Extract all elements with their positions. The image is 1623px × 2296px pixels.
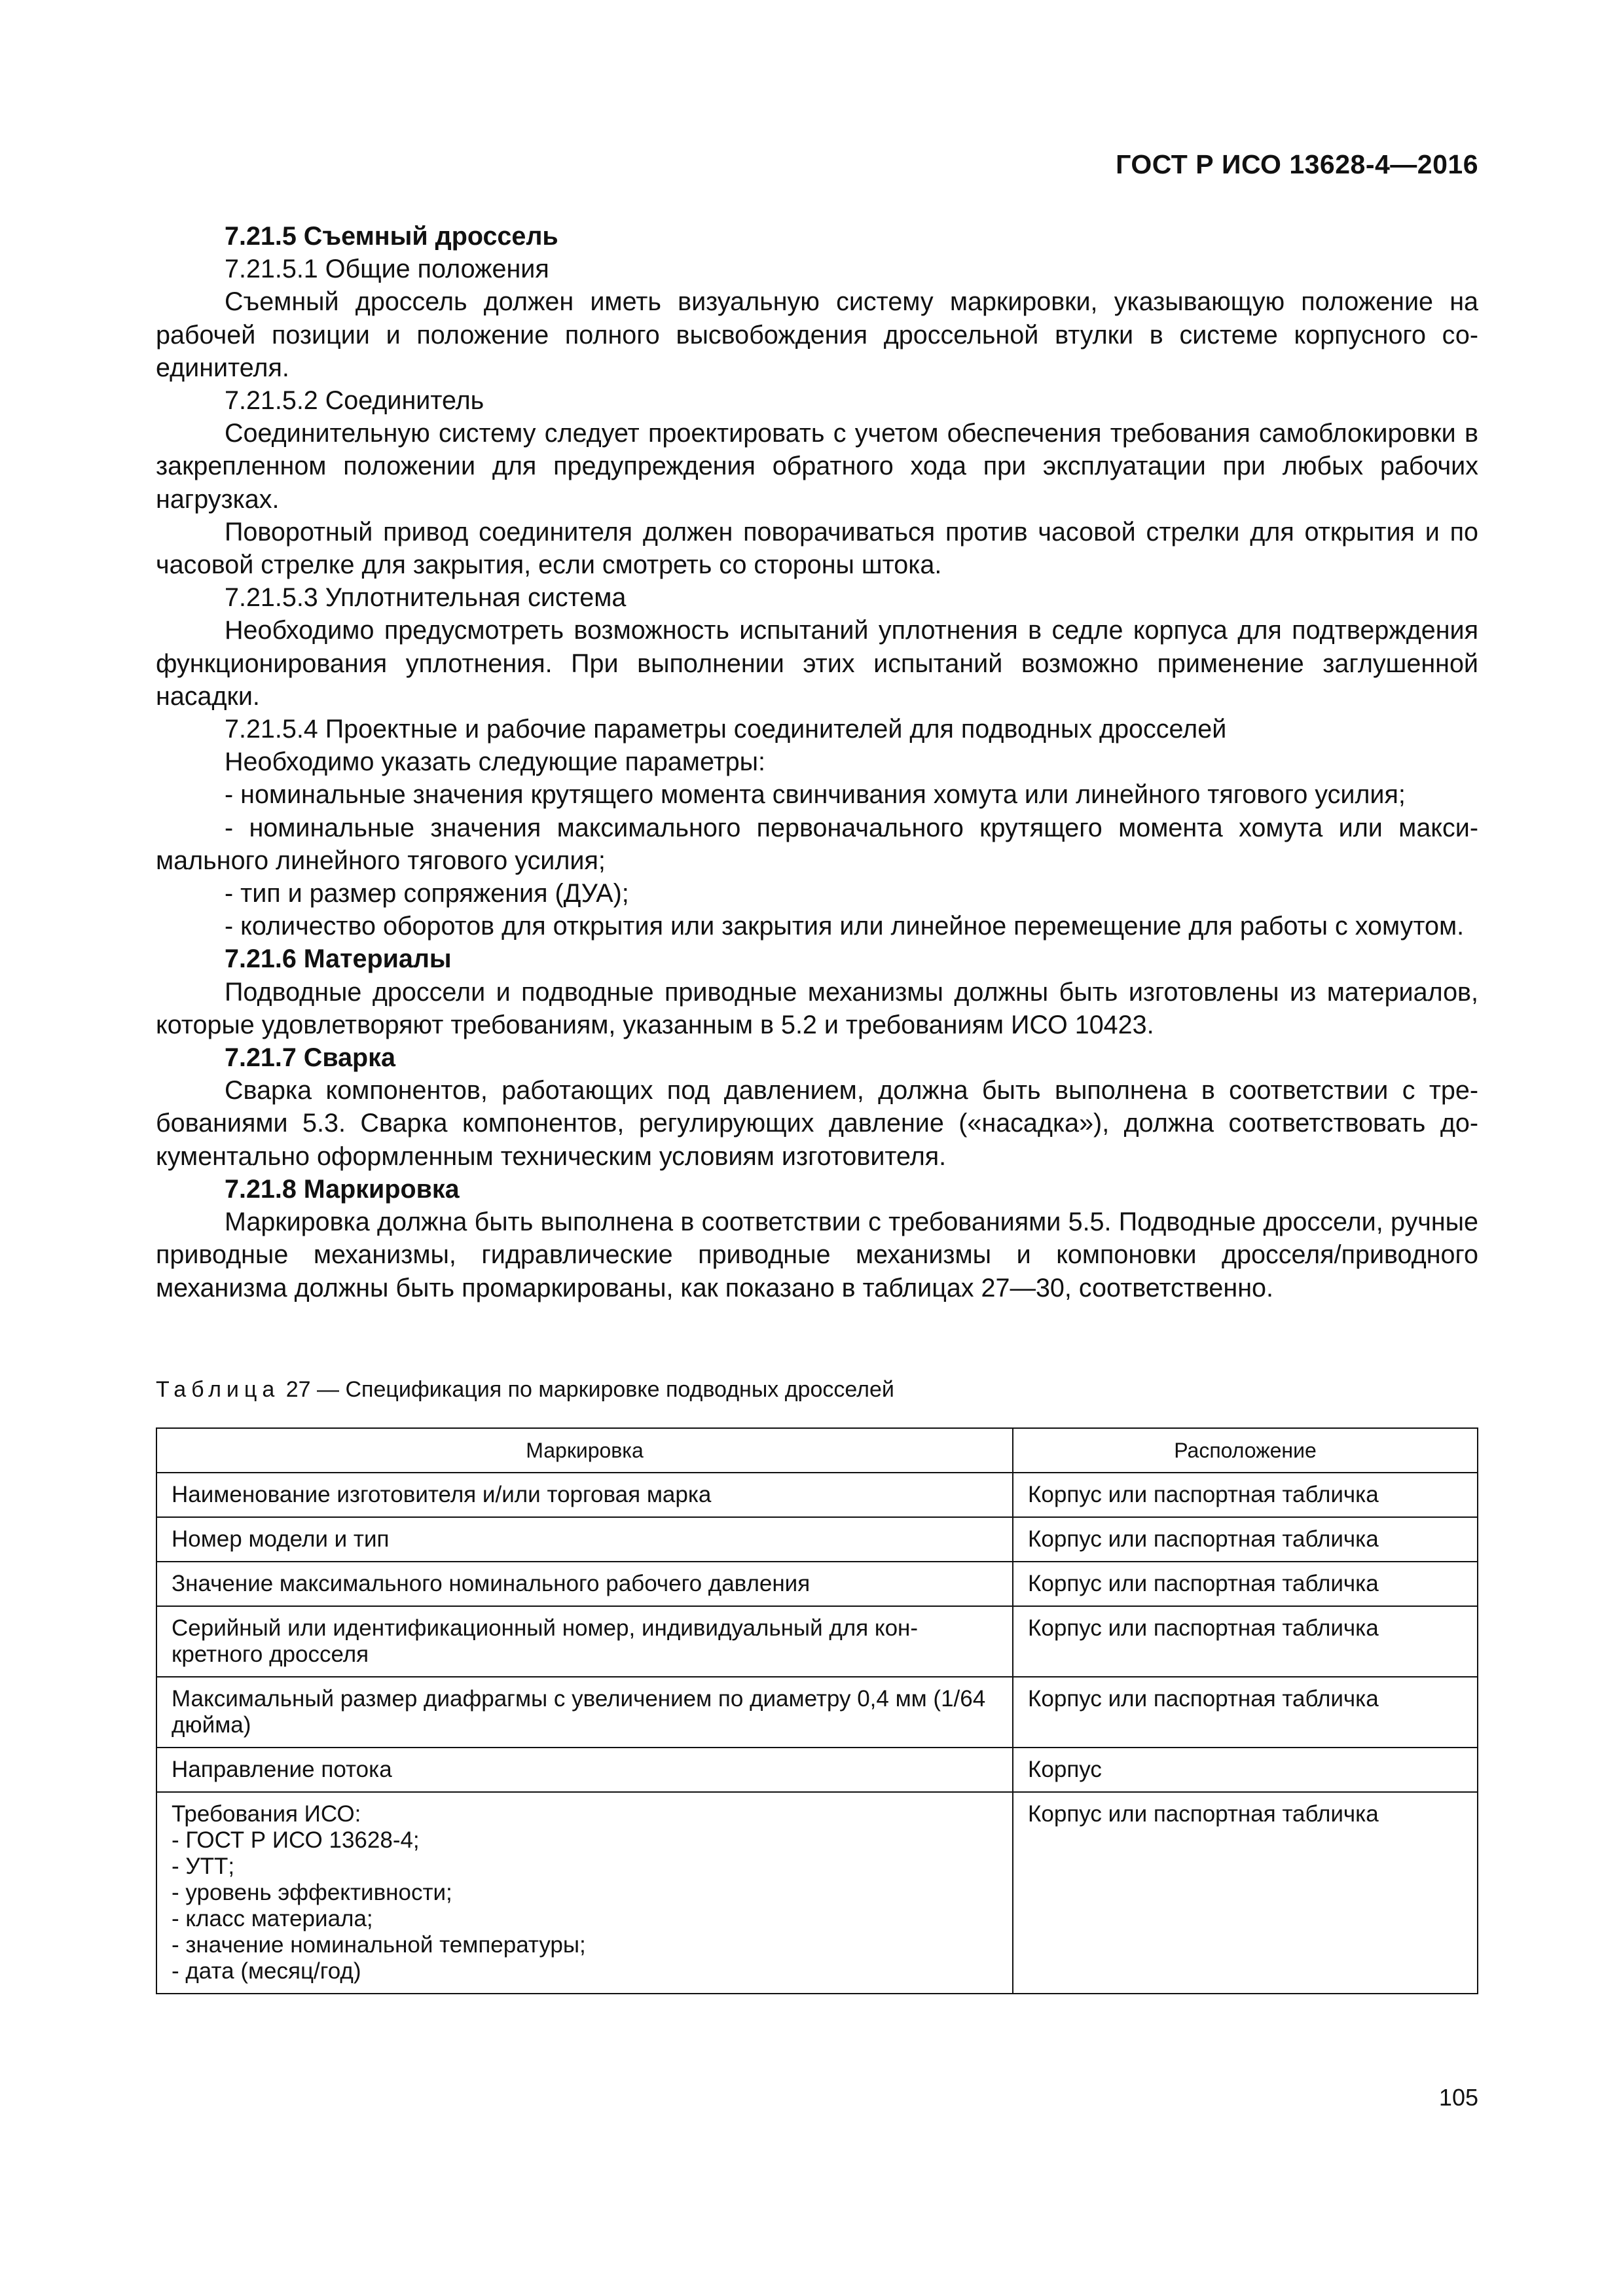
table-caption bbox=[156, 1377, 894, 1403]
table-row bbox=[156, 1473, 1478, 1517]
table-row bbox=[156, 1677, 1478, 1748]
location-cell: Корпус bbox=[1013, 1748, 1478, 1792]
marking-cell bbox=[156, 1562, 1013, 1606]
table-row bbox=[156, 1748, 1478, 1792]
marking-spec-table bbox=[156, 1427, 1478, 1994]
marking-line: - ГОСТ Р ИСО 13628-4; bbox=[172, 1827, 420, 1853]
document-page bbox=[156, 0, 1478, 2296]
paragraph: Съемный дроссель должен иметь визуальную систему маркировки, указывающую положение на рабочей позиции и положение полного высвобождения дроссельной втулки в системе корпусного соединителя. bbox=[156, 287, 1478, 382]
paragraph: 7.21.5.2 Соединитель bbox=[225, 386, 484, 416]
section-heading: 7.21.6 Материалы bbox=[225, 944, 452, 974]
marking-line: - УТТ; bbox=[172, 1854, 235, 1879]
marking-line: Наименование изготовителя и/или торговая марка bbox=[172, 1482, 712, 1507]
section-heading: 7.21.7 Сварка bbox=[225, 1043, 395, 1073]
marking-cell bbox=[156, 1748, 1013, 1792]
table-caption-word: Таблица bbox=[156, 1377, 280, 1402]
marking-cell bbox=[156, 1473, 1013, 1517]
marking-cell bbox=[156, 1677, 1013, 1748]
location-cell: Корпус или паспортная табличка bbox=[1013, 1792, 1478, 1994]
location-cell: Корпус или паспортная табличка bbox=[1013, 1517, 1478, 1562]
marking-cell bbox=[156, 1606, 1013, 1677]
table-row bbox=[156, 1792, 1478, 1994]
paragraph: - номинальные значения максимального первоначального крутящего момента хомута или максимального линейного тягового усилия; bbox=[156, 813, 1478, 875]
paragraph: 7.21.5.4 Проектные и рабочие параметры соединителей для подводных дросселей bbox=[225, 715, 1227, 744]
paragraph: - тип и размер сопряжения (ДУА); bbox=[225, 879, 629, 908]
marking-line: Требования ИСО: bbox=[172, 1801, 361, 1827]
marking-line: Серийный или идентификационный номер, индивидуальный для конкретного дросселя bbox=[172, 1615, 919, 1667]
marking-line: Направление потока bbox=[172, 1757, 392, 1782]
marking-cell bbox=[156, 1792, 1013, 1994]
marking-line: Номер модели и тип bbox=[172, 1526, 390, 1552]
paragraph: Необходимо предусмотреть возможность испытаний уплотнения в седле корпуса для подтверждения функционирования уплотнения. При выполнении этих испытаний возможно применение заглушенной насадки. bbox=[156, 616, 1478, 711]
paragraph: 7.21.5.3 Уплотнительная система bbox=[225, 583, 627, 613]
location-cell: Корпус или паспортная табличка bbox=[1013, 1562, 1478, 1606]
table-row bbox=[156, 1606, 1478, 1677]
paragraph: Необходимо указать следующие параметры: bbox=[225, 747, 766, 777]
paragraph: - номинальные значения крутящего момента свинчивания хомута или линейного тягового усилия; bbox=[225, 780, 1406, 810]
paragraph: Подводные дроссели и подводные приводные механизмы должны быть изготовлены из материалов, которые удовлетворяют требованиям, указанным в 5.2 и требованиям ИСО 10423. bbox=[156, 977, 1478, 1039]
paragraph: Поворотный привод соединителя должен поворачиваться против часовой стрелки для открытия и по часовой стрелке для закрытия, если смотреть со стороны штока. bbox=[156, 517, 1478, 580]
paragraph: Сварка компонентов, работающих под давлением, должна быть выполнена в соответствии с требованиями 5.3. Сварка компонентов, регулирующих давление («насадка»), должна соответствовать документально оформленным техническим условиям изготовителя. bbox=[156, 1076, 1478, 1171]
location-cell: Корпус или паспортная табличка bbox=[1013, 1473, 1478, 1517]
paragraph: Соединительную систему следует проектировать с учетом обеспечения требования самоблокировки в закрепленном положении для предупреждения обратного хода при эксплуатации при любых рабочих нагрузках. bbox=[156, 419, 1478, 514]
marking-line: Значение максимального номинального рабочего давления bbox=[172, 1571, 811, 1596]
paragraph: 7.21.5.1 Общие положения bbox=[225, 255, 549, 284]
section-heading: 7.21.5 Съемный дроссель bbox=[225, 222, 558, 251]
location-cell: Корпус или паспортная табличка bbox=[1013, 1606, 1478, 1677]
standard-designation: ГОСТ Р ИСО 13628-4—2016 bbox=[1116, 149, 1478, 179]
paragraph: - количество оборотов для открытия или закрытия или линейное перемещение для работы с хомутом. bbox=[225, 912, 1465, 941]
marking-line: - значение номинальной температуры; bbox=[172, 1932, 586, 1958]
page-number: 105 bbox=[1438, 2084, 1478, 2111]
marking-line: - класс материала; bbox=[172, 1906, 373, 1931]
table-caption-title: 27 — Спецификация по маркировке подводных дросселей bbox=[285, 1377, 894, 1402]
marking-line: - дата (месяц/год) bbox=[172, 1958, 361, 1984]
paragraph: Маркировка должна быть выполнена в соответствии с требованиями 5.5. Подводные дроссели, ручные приводные механизмы, гидравлические приводные механизмы и компоновки дросселя/приводного механизма должны быть промаркированы, как показано в таблицах 27—30, соответственно. bbox=[156, 1208, 1478, 1302]
location-cell: Корпус или паспортная табличка bbox=[1013, 1677, 1478, 1748]
header-location: Расположение bbox=[1013, 1428, 1478, 1473]
header-marking: Маркировка bbox=[156, 1428, 1013, 1473]
table-body bbox=[156, 1473, 1478, 1994]
table-header-row bbox=[156, 1428, 1478, 1473]
table-row bbox=[156, 1562, 1478, 1606]
marking-line: Максимальный размер диафрагмы с увеличением по диаметру 0,4 мм (1/64 дюйма) bbox=[172, 1686, 986, 1738]
body-text bbox=[156, 220, 1478, 1304]
marking-line: - уровень эффективности; bbox=[172, 1880, 452, 1905]
section-heading: 7.21.8 Маркировка bbox=[225, 1174, 460, 1204]
marking-cell bbox=[156, 1517, 1013, 1562]
table-row bbox=[156, 1517, 1478, 1562]
